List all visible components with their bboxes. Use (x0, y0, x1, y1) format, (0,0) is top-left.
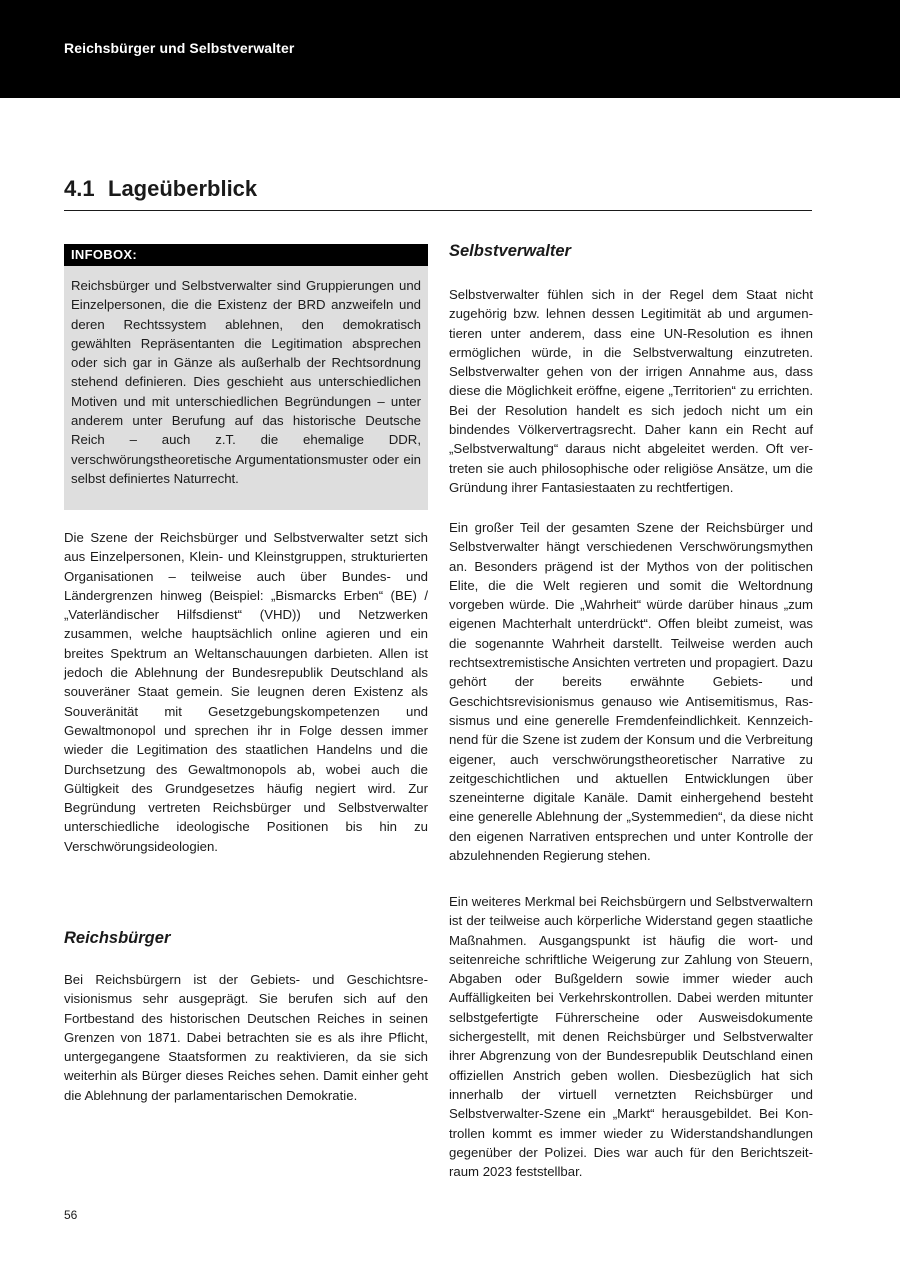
infobox-text: Reichsbürger und Selbstverwalter sind Gruppierungen und Einzelpersonen, die die Existenz der BRD anzweifeln und deren Rechtssystem ablehnen, den demokratisch gewählten Repräsentanten die Legitimation absprechen oder sich gar in Gänze als außerhalb der Rechtsordnung stehend definieren. Dies geschieht aus unterschiedlichen Motiven und mit unterschiedlichen Begründungen – unter anderem unter Berufung auf das historische Deutsche Reich – auch z.T. die ehemalige DDR, verschwörungstheoretische Argumentationsmuster oder ein selbst definiertes Naturrecht. (71, 278, 421, 486)
header-bar (0, 0, 900, 98)
running-header-title: Reichsbürger und Selbstverwalter (64, 40, 295, 56)
section-number: 4.1 (64, 176, 95, 201)
selbstverwalter-paragraph-2: Ein großer Teil der gesamten Szene der Reichsbürger und Selbstverwalter hängt verschiedenen Verschwörungsmythen an. Besonders prägend ist der Mythos von der politischen Elite, die die Welt regieren und somit die Weltordnung vorgeben würde. Die „Wahrheit“ würde darüber hinaus „zum eigenen Machterhalt unterdrückt“. Offen bleibt zumeist, was die sogenannte Wahrheit darstellt. Teilweise werden auch rechtsextremistische Ansichten vertreten und propagiert. Dazu gehört der bereits erwähnte Gebiets- und Geschichtsrevisionismus genauso wie Antisemitismus, Rassismus und eine generelle Fremdenfeindlichkeit. Kennzeichnend für die Szene ist zudem der Konsum und die Verbreitung eigener, auch verschwörungstheoretischer Narrative zu zeitgeschichtlichen und aktuellen Entwicklungen über szeneinterne digitale Kanäle. Damit einhergehend besteht eine generelle Ablehnung der „Systemmedien“, da diese nicht den eigenen Narrativen entsprechen und unter Kontrolle der abzulehnenden Regierung stehen. (449, 520, 813, 864)
selbstverwalter-section (449, 242, 813, 261)
right-paragraph-1-block (449, 285, 813, 497)
infobox (64, 266, 428, 510)
reichsbuerger-heading: Reichsbürger (64, 929, 171, 947)
left-column-intro (64, 528, 428, 856)
selbstverwalter-paragraph-1: Selbstverwalter fühlen sich in der Regel dem Staat nicht zugehörig bzw. lehnen dessen Legitimität ab und argumentieren unter anderem, dass eine UN-Resolution es ihnen ermöglichen würde, in die Selbstverwaltung einzutreten. Selbstverwalter gehen von der irrigen Annahme aus, dass diese die Möglichkeit eröffne, eigene „Territorien“ zu errichten. Bei der Resolution handelt es sich jedoch nicht um ein bindendes Völkervertragsrecht. Daher kann ein Recht auf „Selbstverwaltung“ daraus nicht abgeleitet werden. Oft vertreten sie auch philosophische oder religiöse Ansätze, um die Gründung ihrer Fantasiestaaten zu rechtfertigen. (449, 287, 813, 495)
right-paragraph-2-block (449, 518, 813, 865)
section-title: Lageüberblick (108, 176, 258, 201)
reichsbuerger-paragraph: Bei Reichsbürgern ist der Gebiets- und Geschichtsrevisionismus sehr ausgeprägt. Sie berufen sich auf den Fortbestand des historischen Deutschen Reiches in seinen Grenzen von 1871. Dabei betrachten sie es als ihre Pflicht, untergegangene Staatsformen zu reaktivieren, da sie sich weiterhin als Bürger dieses Reiches sehen. Damit einher geht die Ablehnung der parlamentarischen Demokratie. (64, 972, 428, 1103)
infobox-label: INFOBOX: (64, 244, 428, 266)
section-heading (64, 176, 812, 211)
page-number: 56 (64, 1208, 78, 1222)
reichsbuerger-section (64, 929, 428, 948)
right-paragraph-3-block (449, 892, 813, 1181)
reichsbuerger-body (64, 970, 428, 1105)
intro-paragraph: Die Szene der Reichsbürger und Selbstverwalter setzt sich aus Einzelpersonen, Klein- und Kleinstgruppen, strukturierten Organisationen – teilweise auch über Bundes- und Ländergrenzen hinweg (Beispiel: „Bismarcks Erben“ (BE) / „Vaterländischer Hilfsdienst“ (VHD)) und Netzwerken zusammen, welche hauptsächlich online agieren und ein breites Spektrum an Weltanschauungen darbieten. Allen ist jedoch die Ablehnung der Bundesrepublik Deutschland als souveräner Staat gemein. Sie leugnen deren Existenz als Souveränität mit Gesetzgebungskompetenzen und Gewaltmonopol und sprechen ihr in Folge dessen immer wieder die Legitimation des staatlichen Handelns und die Durchsetzung des Gewaltmonopols ab, wobei auch die Gültigkeit des Grundgesetzes häufig negiert wird. Zur Begründung vertreten Reichsbürger und Selbstverwalter unterschiedliche ideologische Positionen bis hin zu Verschwörungsideologien. (64, 530, 428, 854)
selbstverwalter-paragraph-3: Ein weiteres Merkmal bei Reichsbürgern und Selbstverwaltern ist der teilweise auch körperliche Widerstand gegen staatliche Maßnahmen. Ausgangspunkt ist häufig die wort- und seitenreiche schriftliche Weigerung zur Zahlung von Steuern, Abgaben oder Bußgeldern sowie immer wieder auch Auffälligkeiten bei Verkehrskontrollen. Dabei werden mitunter selbstgefertigte Führerscheine oder Ausweisdokumente sichergestellt, mit denen Reichsbürger und Selbstverwalter ihrer Abgrenzung von der Bundesrepublik Deutschland einen offiziellen Anstrich geben wollen. Diesbezüglich hat sich innerhalb der virtuell vernetzten Reichsbürger und Selbstverwalter-Szene ein „Markt“ herausgebildet. Bei Kontrollen kommt es immer wieder zu Widerstandshandlungen gegenüber der Polizei. Dies war auch für den Berichtszeitraum 2023 feststellbar. (449, 894, 813, 1180)
selbstverwalter-heading: Selbstverwalter (449, 242, 571, 260)
